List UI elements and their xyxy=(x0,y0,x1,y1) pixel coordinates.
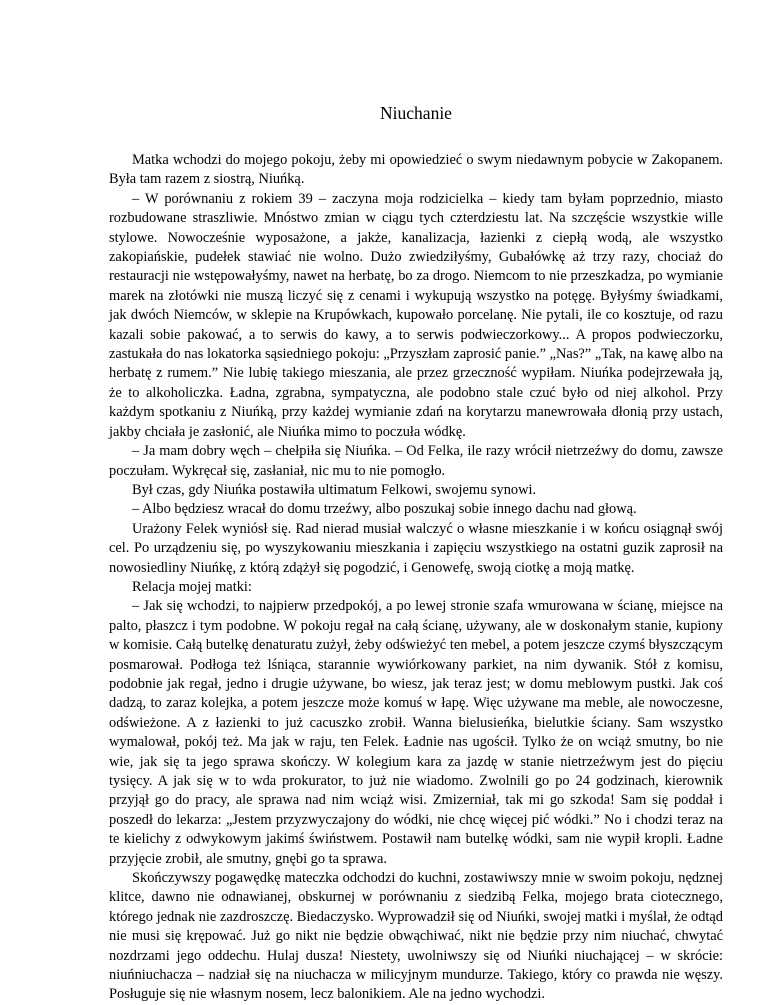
document-body xyxy=(109,151,723,1005)
paragraph: – Ja mam dobry węch – chełpiła się Niuńka. – Od Felka, ile razy wrócił nietrzeźwy do domu, zawsze poczułam. Wykręcał się, zasłaniał, nic mu to nie pomogło. xyxy=(109,443,723,479)
paragraph: – Albo będziesz wracał do domu trzeźwy, albo poszukaj sobie innego dachu nad głową. xyxy=(132,501,637,518)
paragraph: Urażony Felek wyniósł się. Rad nierad musiał walczyć o własne mieszkanie i w końcu osiągnął swój cel. Po urządzeniu się, po wyszykowaniu mieszkania i zapięciu wszystkiego na ostatni guzik zaprosił na nowosiedliny Niuńkę, z którą zdążył się pogodzić, i Genowefę, swoją ciotkę a moją matkę. xyxy=(109,520,723,576)
paragraph: – W porównaniu z rokiem 39 – zaczyna moja rodzicielka – kiedy tam byłam poprzednio, miasto rozbudowane straszliwie. Mnóstwo zmian w ciągu tych czterdziestu lat. Na szczęście wszystkie wille stylowe. Nowocześnie wyposażone, a jakże, kanalizacja, łazienki z ciepłą wodą, ale wszystko zakopiańskie, pudełek stawiać nie wolno. Dużo zwiedziłyśmy, Gubałówkę aż trzy razy, chociaż do restauracji nie wstępowałyśmy, nawet na herbatę, bo za drogo. Niemcom to nie przeszkadza, po wymianie marek na złotówki nie muszą liczyć się z cenami i wykupują wszystko na potęgę. Byłyśmy świadkami, jak dwóch Niemców, w sklepie na Krupówkach, kupowało porcelanę. Nie pytali, ile co kosztuje, od razu kazali sobie pakować, a to serwis do kawy, a to serwis podwieczorkowy... A propos podwieczorku, zastukała do nas lokatorka sąsiedniego pokoju: „Przyszłam zaprosić panie.” „Nas?” „Tak, na kawę albo na herbatę z rumem.” Nie lubię takiego mieszania, ale przez grzeczność wypiłam. Niuńka podejrzewała ją, że to alkoholiczka. Ładna, zgrabna, sympatyczna, ale podobno stale czuć było od niej alkohol. Przy każdym spotkaniu z Niuńką, przy każdej wymianie zdań na korytarzu manewrowała dłonią przy ustach, jakby chciała je zasłonić, ale Niuńka mimo to poczuła wódkę. xyxy=(109,190,723,440)
paragraph: Relacja mojej matki: xyxy=(132,578,252,595)
document-title: Niuchanie xyxy=(380,103,452,123)
paragraph: Skończywszy pogawędkę mateczka odchodzi do kuchni, zostawiwszy mnie w swoim pokoju, nędznej klitce, dawno nie odnawianej, obskurnej w porównaniu z siedzibą Felka, mojego brata ciotecznego, którego jednak nie zazdroszczę. Biedaczysko. Wyprowadził się od Niuńki, swojej matki i myślał, że odtąd nie musi się krępować. Już go nikt nie będzie obwąchiwać, nikt nie będzie przy nim niuchać, chwytać nozdrzami jego oddechu. Hulaj dusza! Niestety, uwolniwszy się od Niuńki niuchającej – w skrócie: niuńniuchacza – nadział się na niuchacza w milicyjnym mundurze. Takiego, który co prawda nie węszy. Posługuje się nie własnym nosem, lecz balonikiem. Ale na jedno wychodzi. xyxy=(109,870,723,1003)
paragraph: Matka wchodzi do mojego pokoju, żeby mi opowiedzieć o swym niedawnym pobycie w Zakopanem. Była tam razem z siostrą, Niuńką. xyxy=(109,152,723,188)
paragraph: Był czas, gdy Niuńka postawiła ultimatum Felkowi, swojemu synowi. xyxy=(132,481,537,498)
paragraph: – Jak się wchodzi, to najpierw przedpokój, a po lewej stronie szafa wmurowana w ścianę, miejsce na palto, płaszcz i tym podobne. W pokoju regał na całą ścianę, używany, ale w doskonałym stanie, kupiony w komisie. Całą butelkę denaturatu zużył, żeby odświeżyć ten mebel, a potem jeszcze czymś błyszczącym posmarował. Podłoga też lśniąca, starannie wywiórkowany parkiet, na nim dywanik. Stół z komisu, podobnie jak regał, jedno i drugie używane, bo wiesz, jak teraz jest; w domu meblowym pustki. Jak coś dadzą, to zaraz kolejka, a potem jeszcze może komuś w łapę. Więc używane ma meble, ale nowoczesne, odświeżone. A z łazienki to już cacuszko zrobił. Wanna bielusieńka, bielutkie ściany. Sam wszystko wymalował, pokój też. Ma jak w raju, ten Felek. Ładnie nas ugościł. Tylko że on wciąż smutny, bo nie wie, jak się ta jego sprawa skończy. W kolegium kara za jazdę w stanie nietrzeźwym jest do pięciu tysięcy. A jak się w to wda prokurator, to już nie wiadomo. Zwolnili go po 24 godzinach, kierownik przyjął go do pracy, ale sprawa nad nim wciąż wisi. Zmizerniał, tak mi go szkoda! Sam się poddał i poszedł do lekarza: „Jestem przyzwyczajony do wódki, nie chcę więcej pić wódki.” No i chodzi teraz na te kielichy z odwykowym jakimś świństwem. Postawił nam butelkę wódki, sam nie wypił kropli. Ładne przyjęcie zrobił, ale smutny, gnębi go ta sprawa. xyxy=(109,598,723,867)
